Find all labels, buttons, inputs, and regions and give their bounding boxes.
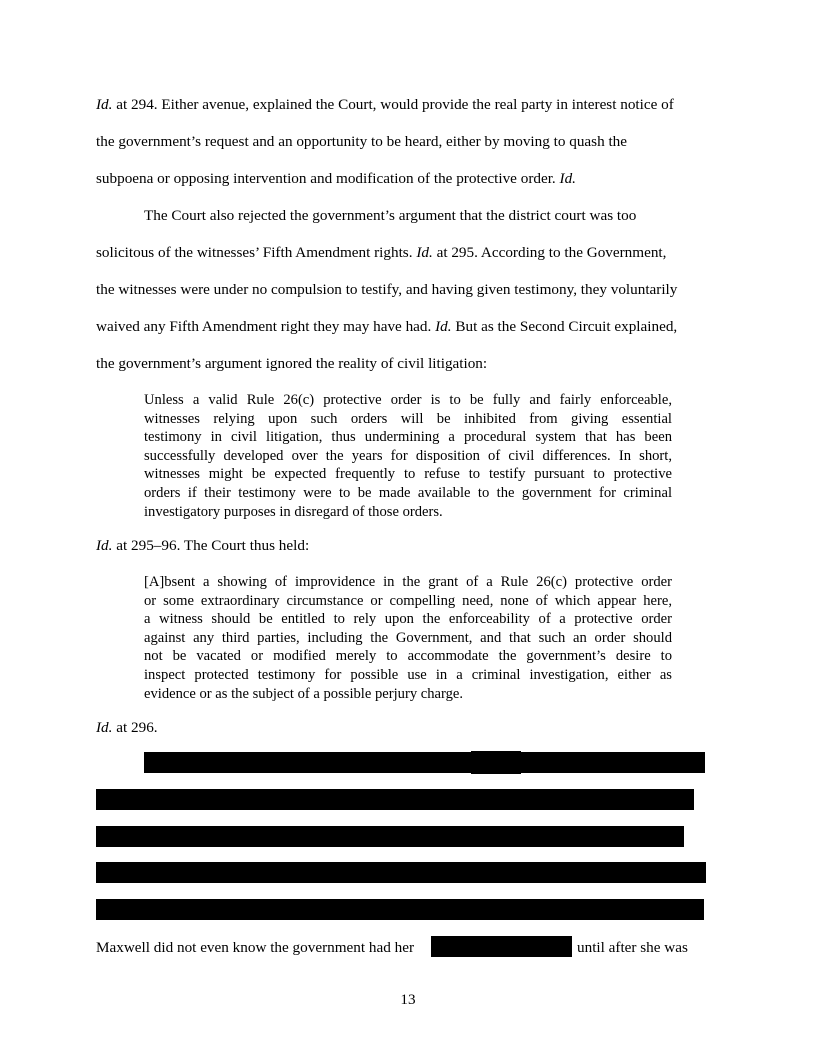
quote-line: not be vacated or modified merely to accommodate the government’s desire to	[144, 648, 672, 665]
id-cite: Id.	[416, 244, 433, 261]
id-cite: Id.	[96, 96, 113, 113]
quote-line: orders if their testimony were to be made available to the government for criminal	[144, 484, 672, 501]
quote-line: testimony in civil litigation, thus undermining a procedural system that has been	[144, 429, 672, 446]
block-quote-2	[144, 573, 672, 703]
redaction-block	[471, 751, 521, 774]
para2-line-4: waived any Fifth Amendment right they may have had. Id. But as the Second Circuit explained,	[96, 318, 678, 335]
quote-line: or some extraordinary circumstance or compelling need, none of which appear here,	[144, 592, 672, 609]
quote-line: investigatory purposes in disregard of those orders.	[144, 503, 443, 520]
redaction-block	[96, 826, 684, 847]
redaction-block	[144, 752, 705, 773]
redaction-block	[96, 862, 706, 883]
para1-line-3: subpoena or opposing intervention and modification of the protective order. Id.	[96, 170, 576, 187]
quote-line: inspect protected testimony for possible use in a criminal investigation, either as	[144, 666, 672, 683]
block-quote-1	[144, 391, 672, 521]
quote-line: [A]bsent a showing of improvidence in the grant of a Rule 26(c) protective order	[144, 574, 672, 590]
id-cite: Id.	[559, 170, 576, 187]
para1-line-1: Id. at 294. Either avenue, explained the Court, would provide the real party in interest notice of	[96, 96, 674, 113]
citation-295-96: Id. at 295–96. The Court thus held:	[96, 537, 310, 554]
page-number: 13	[400, 991, 416, 1008]
redaction-block	[96, 789, 694, 810]
id-cite: Id.	[435, 318, 452, 335]
para2-line-3: the witnesses were under no compulsion to testify, and having given testimony, they voluntarily	[96, 281, 678, 298]
para2-line-2: solicitous of the witnesses’ Fifth Amendment rights. Id. at 295. According to the Government,	[96, 244, 667, 261]
redaction-block	[96, 899, 704, 920]
quote-line: a witness should be entitled to rely upon the enforceability of a protective order	[144, 611, 672, 628]
last-line-start: Maxwell did not even know the government had her	[96, 939, 415, 956]
quote-line: against any third parties, including the Government, and that such an order should	[144, 629, 672, 646]
quote-line: witnesses relying upon such orders will be inhibited from giving essential	[144, 410, 672, 427]
quote-line: witnesses might be expected frequently to refuse to testify pursuant to protective	[144, 466, 672, 483]
id-cite: Id.	[96, 537, 113, 554]
para1-line-2: the government’s request and an opportunity to be heard, either by moving to quash the	[96, 133, 628, 150]
quote-line: evidence or as the subject of a possible perjury charge.	[144, 685, 464, 702]
id-cite: Id.	[96, 719, 113, 736]
quote-line: Unless a valid Rule 26(c) protective order is to be fully and fairly enforceable,	[144, 392, 672, 408]
citation-296: Id. at 296.	[96, 719, 158, 736]
last-line-end: until after she was	[577, 939, 688, 956]
para2-line-5: the government’s argument ignored the reality of civil litigation:	[96, 355, 488, 372]
inline-redaction-block	[431, 936, 572, 957]
quote-line: successfully developed over the years for disposition of civil differences. In short,	[144, 447, 672, 464]
para2-line-1: The Court also rejected the government’s argument that the district court was too	[144, 207, 637, 224]
